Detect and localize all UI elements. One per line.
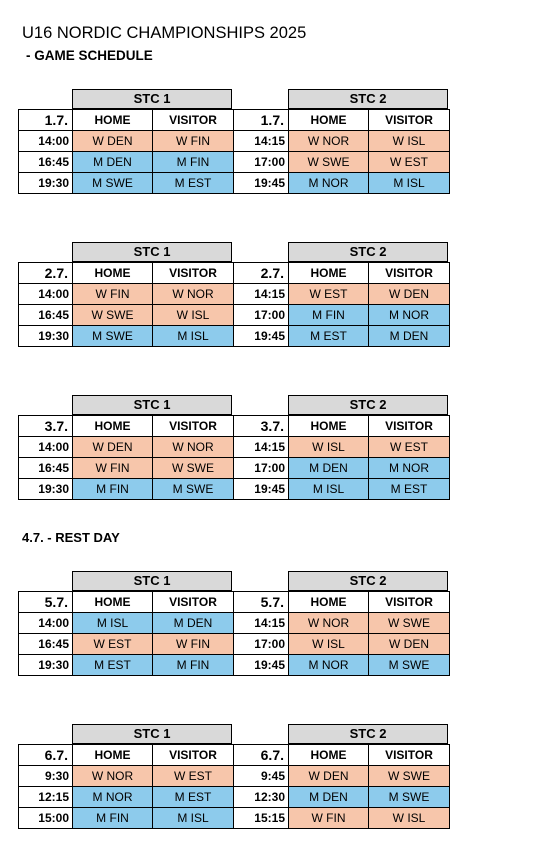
home-column-header: HOME [73,263,153,284]
page-title: U16 NORDIC CHAMPIONSHIPS 2025 [22,24,307,42]
date-cell: 1.7. [19,110,73,131]
visitor-column-header: VISITOR [369,745,450,766]
date-cell: 5.7. [19,592,73,613]
game-time: 14:15 [234,437,289,458]
game-time: 17:00 [234,305,289,326]
game-time: 19:30 [19,479,73,500]
visitor-team: M SWE [369,655,450,676]
games-table [233,415,450,500]
home-team: W SWE [73,305,153,326]
game-row [19,131,234,152]
game-row [19,173,234,194]
visitor-team: W SWE [369,766,450,787]
game-row [19,634,234,655]
visitor-column-header: VISITOR [153,110,234,131]
game-time: 19:30 [19,326,73,347]
game-time: 12:30 [234,787,289,808]
game-row [19,479,234,500]
visitor-column-header: VISITOR [369,110,450,131]
game-row [234,808,450,829]
home-team: W FIN [289,808,369,829]
table-header-row [19,416,234,437]
home-team: W SWE [289,152,369,173]
home-team: W FIN [73,458,153,479]
games-table [18,109,234,194]
home-column-header: HOME [73,745,153,766]
game-time: 9:45 [234,766,289,787]
game-row [234,326,450,347]
game-row [234,437,450,458]
visitor-team: W EST [369,152,450,173]
visitor-team: M ISL [153,326,234,347]
games-table [233,744,450,829]
court-header: STC 1 [72,724,232,744]
visitor-team: M ISL [369,173,450,194]
game-row [234,787,450,808]
court-header: STC 2 [288,89,448,109]
games-table [18,262,234,347]
game-time: 14:00 [19,284,73,305]
court-header: STC 2 [288,395,448,415]
court-header: STC 2 [288,724,448,744]
home-team: W DEN [73,131,153,152]
home-team: M EST [73,655,153,676]
visitor-column-header: VISITOR [153,416,234,437]
game-row [19,787,234,808]
game-row [234,479,450,500]
date-cell: 6.7. [19,745,73,766]
game-row [234,458,450,479]
game-time: 16:45 [19,152,73,173]
games-table [233,262,450,347]
game-time: 14:00 [19,613,73,634]
home-team: M NOR [289,655,369,676]
rest-day-note: 4.7. - REST DAY [22,530,120,545]
game-time: 19:45 [234,655,289,676]
visitor-column-header: VISITOR [369,263,450,284]
home-column-header: HOME [73,592,153,613]
game-row [19,458,234,479]
visitor-team: W DEN [369,284,450,305]
home-team: M NOR [289,173,369,194]
game-time: 17:00 [234,634,289,655]
home-team: M NOR [73,787,153,808]
game-row [19,613,234,634]
games-table [233,591,450,676]
game-time: 14:00 [19,131,73,152]
home-team: W FIN [73,284,153,305]
home-column-header: HOME [73,110,153,131]
game-time: 19:45 [234,173,289,194]
table-header-row [234,263,450,284]
date-cell: 5.7. [234,592,289,613]
game-time: 14:15 [234,131,289,152]
date-cell: 3.7. [19,416,73,437]
game-row [234,305,450,326]
visitor-team: M ISL [153,808,234,829]
game-row [19,284,234,305]
date-cell: 1.7. [234,110,289,131]
home-team: M FIN [73,479,153,500]
game-row [234,655,450,676]
table-header-row [19,110,234,131]
date-cell: 6.7. [234,745,289,766]
home-team: M DEN [73,152,153,173]
visitor-team: M EST [369,479,450,500]
court-header: STC 1 [72,395,232,415]
visitor-team: W ISL [153,305,234,326]
game-time: 16:45 [19,305,73,326]
game-time: 14:15 [234,613,289,634]
table-header-row [234,416,450,437]
game-row [234,766,450,787]
court-header: STC 2 [288,242,448,262]
game-row [19,152,234,173]
home-team: W ISL [289,634,369,655]
visitor-team: M EST [153,173,234,194]
date-cell: 3.7. [234,416,289,437]
visitor-team: W ISL [369,131,450,152]
game-time: 16:45 [19,458,73,479]
home-team: W NOR [73,766,153,787]
game-time: 19:30 [19,655,73,676]
game-row [234,613,450,634]
visitor-team: W SWE [369,613,450,634]
game-time: 17:00 [234,458,289,479]
home-team: M ISL [73,613,153,634]
date-cell: 2.7. [234,263,289,284]
visitor-team: W EST [153,766,234,787]
visitor-team: M SWE [369,787,450,808]
home-team: W DEN [289,766,369,787]
visitor-team: W DEN [369,634,450,655]
game-row [19,808,234,829]
game-time: 19:45 [234,326,289,347]
game-time: 17:00 [234,152,289,173]
visitor-column-header: VISITOR [153,592,234,613]
game-time: 16:45 [19,634,73,655]
game-time: 12:15 [19,787,73,808]
games-table [18,415,234,500]
game-time: 19:45 [234,479,289,500]
home-team: M SWE [73,326,153,347]
visitor-team: W SWE [153,458,234,479]
visitor-column-header: VISITOR [369,592,450,613]
home-team: M EST [289,326,369,347]
home-column-header: HOME [289,263,369,284]
visitor-team: M FIN [153,655,234,676]
game-time: 9:30 [19,766,73,787]
home-column-header: HOME [289,592,369,613]
game-row [234,131,450,152]
home-team: W NOR [289,131,369,152]
visitor-team: M DEN [369,326,450,347]
game-row [234,634,450,655]
day-block [0,242,533,354]
page-subtitle: - GAME SCHEDULE [26,48,153,63]
home-team: W DEN [73,437,153,458]
visitor-team: M NOR [369,305,450,326]
visitor-column-header: VISITOR [153,263,234,284]
day-block [0,724,533,836]
visitor-team: W NOR [153,437,234,458]
games-table [18,744,234,829]
court-header: STC 1 [72,571,232,591]
day-block [0,571,533,683]
table-header-row [19,592,234,613]
table-header-row [234,110,450,131]
game-time: 15:00 [19,808,73,829]
game-row [19,766,234,787]
table-header-row [234,592,450,613]
visitor-team: W FIN [153,634,234,655]
visitor-team: W EST [369,437,450,458]
visitor-team: M EST [153,787,234,808]
court-header: STC 1 [72,242,232,262]
visitor-team: W FIN [153,131,234,152]
game-row [234,173,450,194]
visitor-team: M FIN [153,152,234,173]
home-team: M FIN [289,305,369,326]
home-column-header: HOME [289,745,369,766]
games-table [18,591,234,676]
home-team: W NOR [289,613,369,634]
table-header-row [234,745,450,766]
game-row [19,437,234,458]
visitor-team: W NOR [153,284,234,305]
visitor-team: M DEN [153,613,234,634]
visitor-team: W ISL [369,808,450,829]
game-time: 15:15 [234,808,289,829]
home-team: W EST [289,284,369,305]
date-cell: 2.7. [19,263,73,284]
court-header: STC 2 [288,571,448,591]
game-time: 14:00 [19,437,73,458]
home-column-header: HOME [289,416,369,437]
game-row [19,326,234,347]
home-team: W ISL [289,437,369,458]
game-row [19,655,234,676]
home-team: M DEN [289,458,369,479]
game-time: 19:30 [19,173,73,194]
court-header: STC 1 [72,89,232,109]
table-header-row [19,263,234,284]
visitor-team: M NOR [369,458,450,479]
home-team: M SWE [73,173,153,194]
visitor-team: M SWE [153,479,234,500]
visitor-column-header: VISITOR [153,745,234,766]
home-team: M FIN [73,808,153,829]
home-column-header: HOME [73,416,153,437]
game-row [234,152,450,173]
game-time: 14:15 [234,284,289,305]
table-header-row [19,745,234,766]
home-column-header: HOME [289,110,369,131]
home-team: M DEN [289,787,369,808]
day-block [0,89,533,201]
day-block [0,395,533,507]
home-team: W EST [73,634,153,655]
visitor-column-header: VISITOR [369,416,450,437]
game-row [19,305,234,326]
games-table [233,109,450,194]
game-row [234,284,450,305]
home-team: M ISL [289,479,369,500]
